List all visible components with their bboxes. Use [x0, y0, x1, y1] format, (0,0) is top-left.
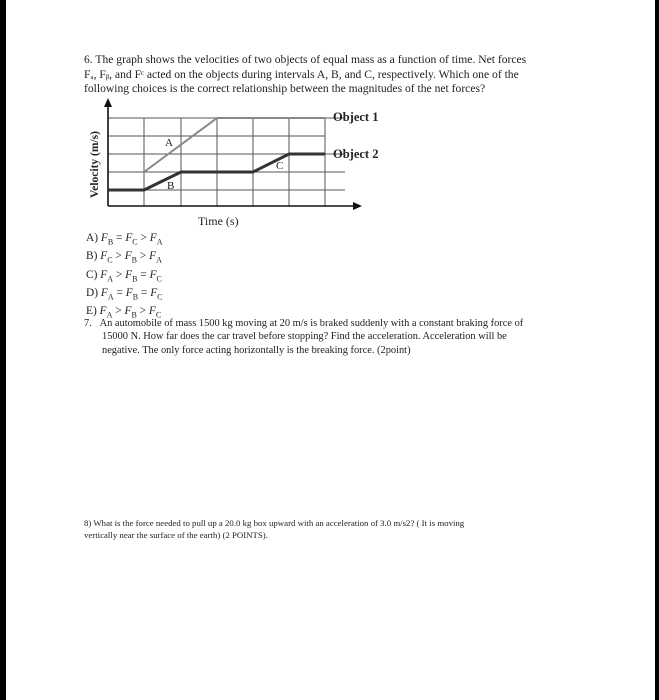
answer-options — [86, 231, 163, 322]
y-axis-label: Velocity (m/s) — [89, 131, 101, 198]
x-axis-label: Time (s) — [198, 214, 239, 228]
graph-grid — [108, 118, 345, 206]
option-d[interactable]: D) $F_A = F_B = F_C$ — [86, 286, 163, 302]
q7-line-1 — [84, 317, 523, 330]
option-c[interactable]: C) $F_A > F_B = F_C$ — [86, 268, 162, 283]
interval-label-c: C — [276, 160, 284, 172]
option-a[interactable]: A) $F_B = F_C > F_A$ — [86, 232, 163, 247]
q7-line-2: 15000 N. How far does the car travel before stopping? Find the acceleration. Acceleration will be — [102, 331, 507, 343]
q6-line-1: 6. The graph shows the velocities of two objects of equal mass as a function of time. Net forces — [84, 53, 527, 66]
q6-line-3: following choices is the correct relationship between the magnitudes of the net forces? — [84, 82, 486, 95]
interval-label-a: A — [165, 137, 173, 149]
x-axis-arrow-icon — [353, 202, 362, 210]
legend-object-2: Object 2 — [333, 147, 379, 161]
q8-line-2: vertically near the surface of the earth) (2 POINTS). — [84, 530, 268, 540]
legend-object-1: Object 1 — [333, 110, 379, 124]
q7-line-3: negative. The only force acting horizontally is the breaking force. (2point) — [102, 344, 411, 356]
interval-label-b: B — [167, 180, 175, 192]
option-e[interactable]: E) $F_A > F_B > F_C$ — [86, 305, 162, 320]
q6-line-2: Fₐ, Fᵦ, and Fᶜ acted on the objects during intervals A, B, and C, respectively. Which one of the — [84, 67, 519, 81]
question-7-text — [84, 317, 523, 357]
q7-line-1-text: An automobile of mass 1500 kg moving at 20 m/s is braked suddenly with a constant braking force of — [99, 318, 524, 329]
question-8-text — [84, 517, 464, 541]
y-axis-arrow-icon — [104, 98, 112, 107]
option-b[interactable]: B) $F_C > F_B > F_A$ — [86, 250, 162, 265]
q7-number: 7. — [84, 318, 92, 329]
q8-line-1: 8) What is the force needed to pull up a 20.0 kg box upward with an acceleration of 3.0 m/s2? ( It is moving — [84, 518, 465, 528]
